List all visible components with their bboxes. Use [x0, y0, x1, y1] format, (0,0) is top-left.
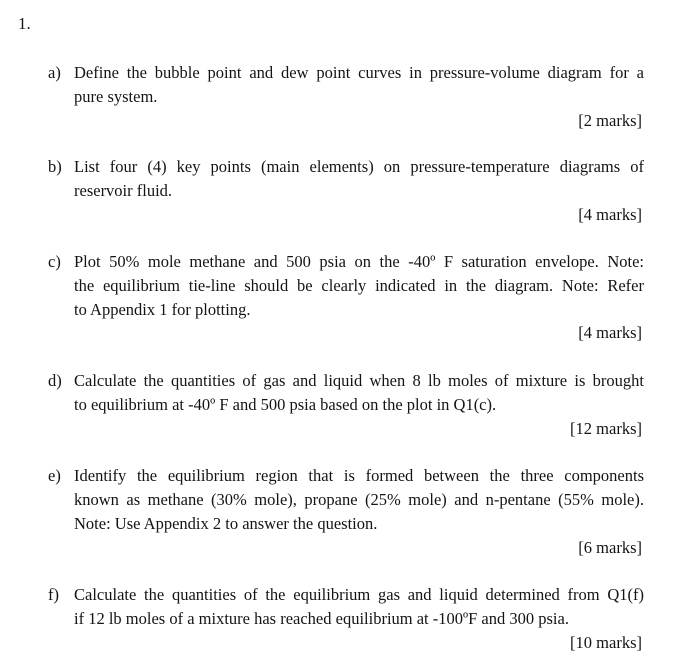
part-text [74, 61, 644, 109]
part-text [74, 155, 644, 203]
part-letter: d) [48, 371, 62, 390]
part-text [74, 583, 644, 631]
part-text-line: Plot 50% mole methane and 500 psia on the -40º F saturation envelope. Note: [74, 252, 644, 271]
part-letter: f) [48, 585, 59, 604]
question-part-e [48, 464, 648, 536]
marks-label: [12 marks] [570, 419, 642, 438]
marks-label: [6 marks] [578, 538, 642, 557]
part-text [74, 250, 644, 322]
part-letter: b) [48, 157, 62, 176]
question-part-c [48, 250, 648, 322]
part-text-line: Calculate the quantities of the equilibrium gas and liquid determined from Q1(f) [74, 585, 644, 604]
part-text-line: the equilibrium tie-line should be clearly indicated in the diagram. Note: Refer [74, 276, 644, 295]
part-text-line: to Appendix 1 for plotting. [74, 300, 251, 319]
question-part-b [48, 155, 648, 203]
part-text-line: Note: Use Appendix 2 to answer the question. [74, 514, 378, 533]
part-text [74, 464, 644, 536]
part-letter: e) [48, 466, 61, 485]
part-letter: c) [48, 252, 61, 271]
question-part-f [48, 583, 648, 631]
marks-label: [4 marks] [578, 323, 642, 342]
part-text [74, 369, 644, 417]
marks-label: [10 marks] [570, 633, 642, 652]
part-text-line: if 12 lb moles of a mixture has reached equilibrium at -100ºF and 300 psia. [74, 609, 569, 628]
part-text-line: Identify the equilibrium region that is formed between the three components [74, 466, 644, 485]
part-text-line: known as methane (30% mole), propane (25% mole) and n-pentane (55% mole). [74, 490, 644, 509]
part-text-line: pure system. [74, 87, 158, 106]
part-letter: a) [48, 63, 61, 82]
part-text-line: to equilibrium at -40º F and 500 psia based on the plot in Q1(c). [74, 395, 497, 414]
part-text-line: reservoir fluid. [74, 181, 173, 200]
marks-label: [2 marks] [578, 111, 642, 130]
part-text-line: List four (4) key points (main elements) on pressure-temperature diagrams of [74, 157, 644, 176]
question-part-d [48, 369, 648, 417]
question-part-a [48, 61, 648, 109]
part-text-line: Calculate the quantities of gas and liquid when 8 lb moles of mixture is brought [74, 371, 644, 390]
question-number: 1. [18, 14, 31, 33]
marks-label: [4 marks] [578, 205, 642, 224]
part-text-line: Define the bubble point and dew point curves in pressure-volume diagram for a [74, 63, 644, 82]
